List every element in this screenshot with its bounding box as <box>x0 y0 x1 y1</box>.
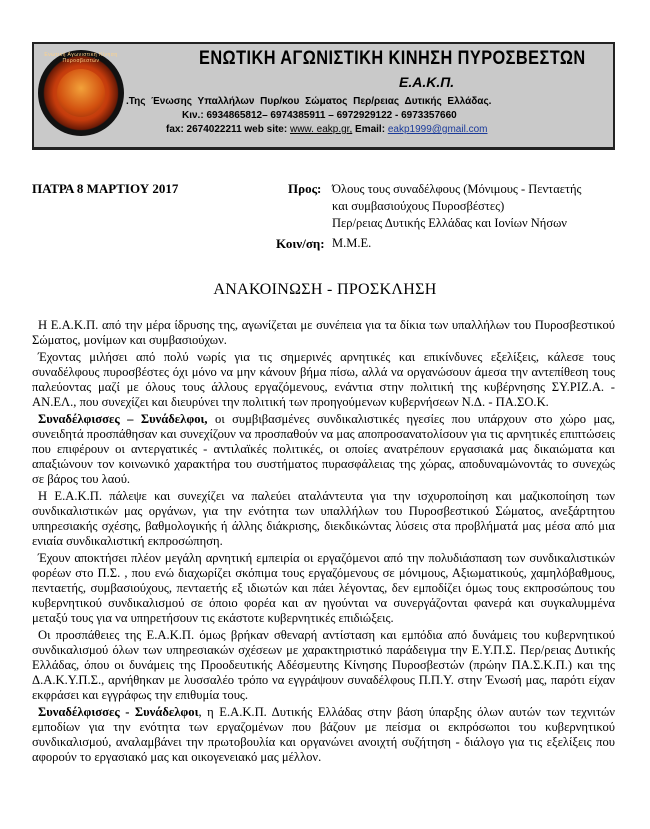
salutation: Συναδέλφισσες - Συνάδελφοι <box>38 705 199 719</box>
recipient-line: Περ/ρειας Δυτικής Ελλάδας και Ιονίων Νήσων <box>332 216 567 230</box>
organization-abbreviation: Ε.Α.Κ.Π. <box>399 74 455 90</box>
body-paragraph <box>32 412 615 487</box>
website-link[interactable]: www. eakp.gr, <box>289 124 353 135</box>
phone-numbers: Κιν.: 6934865812– 6974385911 – 6972929122 - 6973357660 <box>182 110 457 121</box>
recipient-block <box>332 181 582 232</box>
salutation: Συναδέλφισσες – Συνάδελφοι, <box>38 412 208 426</box>
flame-icon <box>57 69 105 117</box>
cc-label: Κοιν/ση: <box>276 236 325 251</box>
body-paragraph: Η Ε.Α.Κ.Π. πάλεψε και συνεχίζει να παλεύει αταλάντευτα για την ισχυροποίηση και μαζικοποίηση των συνδικαλιστικών μας οργάνων, για την ενότητα των υπαλλήλων του Πυροσβεστικού Σώματος, ανεξάρτητου υπηρεσιακής σχέσης, βαθμολογικής ή άλλης διάκρισης, διεκδικώντας λύσεις στα προβλήματά μας μέσα από μια ενιαία συνδικαλιστική εκπροσώπηση. <box>32 489 615 548</box>
fax-label: fax: 2674022211 web site: <box>166 124 290 135</box>
document-body <box>32 318 615 766</box>
recipient-line: Όλους τους συναδέλφους (Μόνιμους - Πενταετής <box>332 182 582 196</box>
email-label: Email: <box>352 124 388 135</box>
cc-value: Μ.Μ.Ε. <box>332 236 372 250</box>
body-paragraph <box>32 705 615 765</box>
logo-ring-text: Ενωτική Αγωνιστική Κίνηση Πυροσβεστών <box>44 52 118 64</box>
organization-subtitle: .Της Ένωσης Υπαλλήλων Πυρ/κου Σώματος Περ/ρειας Δυτικής Ελλάδας. <box>126 96 492 107</box>
body-paragraph: Οι προσπάθειες της Ε.Α.Κ.Π. όμως βρήκαν σθεναρή αντίσταση και εμπόδια από δυνάμεις του κυβερνητικού συνδικαλισμού όλων των υπηρεσιακών σχέσεων με χαρακτηριστικό παράδειγμα την Ε.Υ.Π.Σ. Περ/ρειας Δυτικής Ελλάδας, όπου οι δυνάμεις της Προοδευτικής Αδέσμευτης Κίνησης Πυροσβεστών (πρώην ΠΑ.Σ.Κ.Π.) και της Δ.Α.Κ.Υ.Π.Σ., αρνήθηκαν με λυσσαλέο τρόπο να εγγράψουν συναδέλφους Π.Π.Υ. στην Ένωσή μας, παρότι είχαν εκφράσει και εγγράφως την επιθυμία τους. <box>32 628 615 702</box>
email-link[interactable]: eakp1999@gmail.com <box>387 124 488 135</box>
document-date: ΠΑΤΡΑ 8 ΜΑΡΤΙΟΥ 2017 <box>32 181 179 196</box>
paragraph-text: , η Ε.Α.Κ.Π. Δυτικής Ελλάδας στην βάση ύπαρξης όλων αυτών των τεχνιτών εμποδίων για την ενότητα των εργαζομένων που βάζουν με πείσμα οι εκπρόσωποι του κυβερνητικού συνδικαλισμού, αναλαμβάνει την πρωτοβουλία και οργανώνει ανοιχτή συζήτηση - διάλογο για τις εξελίξεις που αφορούν το εργασιακό μας και οικογενειακό μας μέλλον. <box>32 705 615 764</box>
document-heading: ΑΝΑΚΟΙΝΩΣΗ - ΠΡΟΣΚΛΗΣΗ <box>213 281 437 298</box>
body-paragraph: Έχοντας μιλήσει από πολύ νωρίς για τις σημερινές αρνητικές και επικίνδυνες εξελίξεις, κάλεσε τους συναδέλφους πυροσβέστες όχι μόνο να μην κάνουν βήμα πίσω, αλλά να οργανώσουν άμεσα την αντεπίθεση τους παλεύοντας μαζί με όλους τους άλλους εργαζόμενους, ενάντια στην πολιτική της κυβέρνησης ΣΥ.ΡΙΖ.Α. - ΑΝ.ΕΛ., που συνεχίζει και διευρύνει την πολιτική των προηγούμενων κυβερνήσεων Ν.Δ. - ΠΑ.ΣΟ.Κ. <box>32 350 615 409</box>
body-paragraph: Η Ε.Α.Κ.Π. από την μέρα ίδρυσης της, αγωνίζεται με συνέπεια για τα δίκια των υπαλλήλων του Πυροσβεστικού Σώματος, μονίμων και συμβασιούχων. <box>32 318 615 347</box>
paragraph-text: οι συμβιβασμένες συνδικαλιστικές ηγεσίες που υπάρχουν στο χώρο μας, συνειδητά προσπάθησαν και συνεχίζουν να προσπαθούν να μας αποπροσανατολίσουν για τις αρνητικές επιπτώσεις που επιφέρουν οι αντεργατικές - αντιλαϊκές πολιτικές, οι οποίες ανατρέπουν εργασιακά μας δικαιώματα και απαξιώνουν τον κοινωνικό χαρακτήρα του συστήματος πυρασφάλειας της χώρας, αποδυναμώνοντάς το συνεχώς σε βάρος του λαού. <box>32 412 615 486</box>
organization-title: ΕΝΩΤΙΚΗ ΑΓΩΝΙΣΤΙΚΗ ΚΙΝΗΣΗ ΠΥΡΟΣΒΕΣΤΩΝ <box>199 48 586 69</box>
recipient-line: και συμβασιούχους Πυροσβέστες) <box>332 199 505 213</box>
union-logo <box>38 50 124 136</box>
contact-line <box>166 124 487 135</box>
body-paragraph: Έχουν αποκτήσει πλέον μεγάλη αρνητική εμπειρία οι εργαζόμενοι από την πολυδιάσπαση των συνδικαλιστικών φορέων στο Π.Σ. , που ενώ διαχωρίζει σκόπιμα τους εργαζόμενους σε μόνιμους, Αξιωματικούς, χαμηλόβαθμους, πενταετής, συμβασιούχους, πενταετής εξ ιδιωτών και πάει λέγοντας, δεν εμποδίζει όμως τους εκπροσώπους του κυβερνητικού συνδικαλισμού σε όποιο φορέα και αν ηγούνται να συνεργάζονται φανερά και συγκαλυμμένα μεταξύ τους για να υπηρετήσουν τις εκάστοτε κυβερνητικές επιδιώξεις. <box>32 551 615 625</box>
recipient-label: Προς: <box>288 181 322 196</box>
letterhead <box>32 42 615 150</box>
